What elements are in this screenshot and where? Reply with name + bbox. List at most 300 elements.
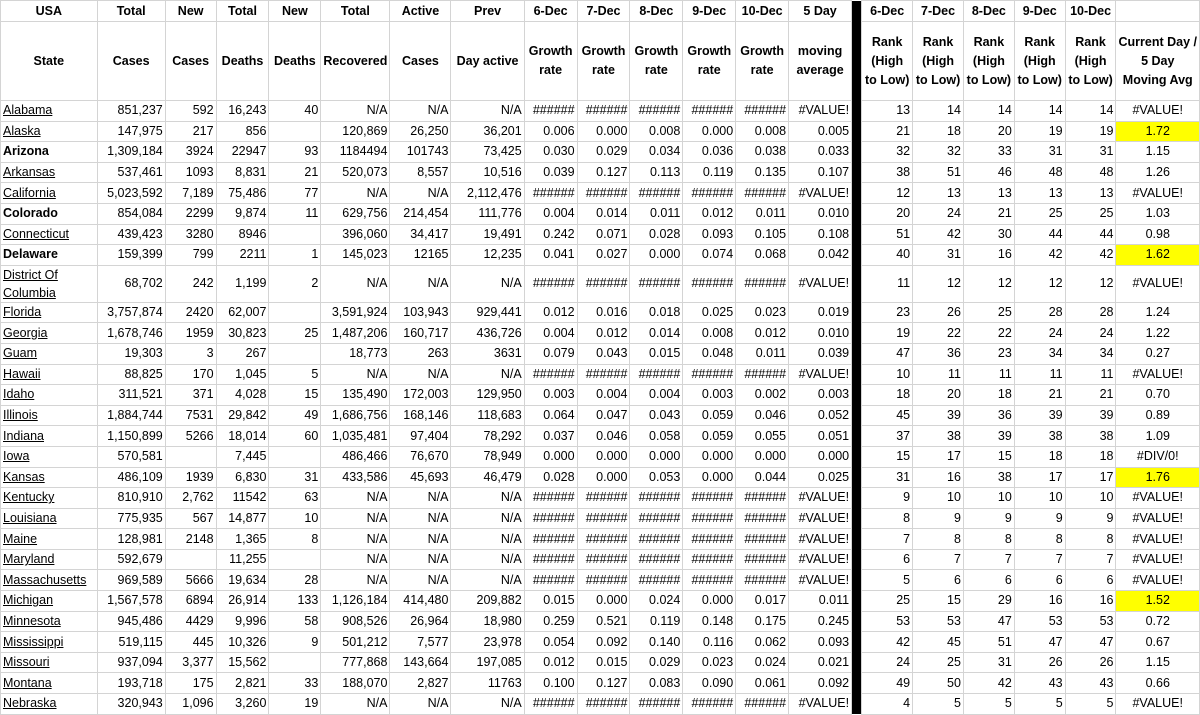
data-cell[interactable]: #VALUE! (789, 265, 852, 302)
data-cell[interactable]: ###### (630, 183, 683, 204)
ratio-cell[interactable]: #VALUE! (1116, 101, 1200, 122)
data-cell[interactable]: ###### (683, 694, 736, 715)
data-cell[interactable]: N/A (390, 488, 451, 509)
data-cell[interactable]: 14 (963, 101, 1014, 122)
data-cell[interactable]: 1,035,481 (321, 426, 390, 447)
state-cell[interactable]: Indiana (1, 426, 98, 447)
data-cell[interactable]: 51 (913, 162, 964, 183)
data-cell[interactable]: 44 (1014, 224, 1065, 245)
data-cell[interactable]: N/A (451, 529, 524, 550)
data-cell[interactable]: 93 (269, 142, 321, 163)
data-cell[interactable]: 8946 (216, 224, 269, 245)
data-cell[interactable]: ###### (524, 570, 577, 591)
data-cell[interactable]: 0.033 (789, 142, 852, 163)
data-cell[interactable]: 46 (963, 162, 1014, 183)
data-cell[interactable]: 592,679 (97, 549, 165, 570)
data-cell[interactable]: 0.000 (736, 446, 789, 467)
data-cell[interactable]: 0.107 (789, 162, 852, 183)
state-cell[interactable]: Minnesota (1, 611, 98, 632)
header-cell[interactable]: Rank (High to Low) (1065, 22, 1116, 101)
data-cell[interactable]: ###### (736, 101, 789, 122)
data-cell[interactable]: 0.003 (789, 385, 852, 406)
header-cell[interactable]: Cases (390, 22, 451, 101)
data-cell[interactable]: 18 (963, 385, 1014, 406)
data-cell[interactable]: 11 (1014, 364, 1065, 385)
header-cell[interactable]: Total (216, 1, 269, 22)
data-cell[interactable]: 12 (1014, 265, 1065, 302)
data-cell[interactable]: 0.148 (683, 611, 736, 632)
data-cell[interactable]: 0.071 (577, 224, 630, 245)
data-cell[interactable]: 217 (165, 121, 216, 142)
data-cell[interactable]: 68,702 (97, 265, 165, 302)
data-cell[interactable]: 12 (1065, 265, 1116, 302)
data-cell[interactable]: 26 (1065, 652, 1116, 673)
data-cell[interactable]: 1,096 (165, 694, 216, 715)
data-cell[interactable]: 0.030 (524, 142, 577, 163)
data-cell[interactable]: 0.037 (524, 426, 577, 447)
state-cell[interactable]: Iowa (1, 446, 98, 467)
data-cell[interactable]: 8 (269, 529, 321, 550)
data-cell[interactable]: 1,487,206 (321, 323, 390, 344)
data-cell[interactable]: 2,821 (216, 673, 269, 694)
data-cell[interactable]: 25 (1014, 203, 1065, 224)
data-cell[interactable]: 45 (862, 405, 913, 426)
data-cell[interactable]: ###### (630, 549, 683, 570)
data-cell[interactable]: 47 (862, 343, 913, 364)
data-cell[interactable]: N/A (321, 549, 390, 570)
ratio-cell[interactable]: #VALUE! (1116, 364, 1200, 385)
data-cell[interactable]: 0.074 (683, 245, 736, 266)
data-cell[interactable]: 0.019 (789, 302, 852, 323)
data-cell[interactable]: 40 (269, 101, 321, 122)
data-cell[interactable]: 36,201 (451, 121, 524, 142)
data-cell[interactable]: 0.000 (577, 467, 630, 488)
data-cell[interactable]: 30,823 (216, 323, 269, 344)
data-cell[interactable]: 5266 (165, 426, 216, 447)
data-cell[interactable]: ###### (683, 488, 736, 509)
data-cell[interactable]: 20 (913, 385, 964, 406)
data-cell[interactable]: 16 (1014, 591, 1065, 612)
data-cell[interactable]: 0.012 (524, 652, 577, 673)
data-cell[interactable]: 168,146 (390, 405, 451, 426)
data-cell[interactable]: 16 (1065, 591, 1116, 612)
data-cell[interactable]: 14 (913, 101, 964, 122)
data-cell[interactable]: 2,112,476 (451, 183, 524, 204)
data-cell[interactable]: 10 (963, 488, 1014, 509)
data-cell[interactable]: #VALUE! (789, 101, 852, 122)
data-cell[interactable] (269, 121, 321, 142)
data-cell[interactable]: N/A (321, 529, 390, 550)
data-cell[interactable]: 38 (913, 426, 964, 447)
data-cell[interactable]: 1184494 (321, 142, 390, 163)
data-cell[interactable]: 42 (913, 224, 964, 245)
data-cell[interactable]: ###### (524, 529, 577, 550)
data-cell[interactable]: 0.119 (630, 611, 683, 632)
data-cell[interactable]: 12 (913, 265, 964, 302)
data-cell[interactable]: 13 (862, 101, 913, 122)
data-cell[interactable]: N/A (321, 694, 390, 715)
data-cell[interactable]: ###### (736, 529, 789, 550)
data-cell[interactable]: 2299 (165, 203, 216, 224)
data-cell[interactable]: ###### (736, 694, 789, 715)
header-cell[interactable]: Cases (97, 22, 165, 101)
data-cell[interactable]: 16 (913, 467, 964, 488)
data-cell[interactable]: 0.029 (577, 142, 630, 163)
data-cell[interactable]: 0.000 (577, 121, 630, 142)
data-cell[interactable]: 111,776 (451, 203, 524, 224)
data-cell[interactable]: 10 (1014, 488, 1065, 509)
ratio-cell[interactable]: #VALUE! (1116, 529, 1200, 550)
data-cell[interactable]: ###### (736, 549, 789, 570)
data-cell[interactable]: 118,683 (451, 405, 524, 426)
data-cell[interactable]: 8 (963, 529, 1014, 550)
data-cell[interactable]: 0.090 (683, 673, 736, 694)
data-cell[interactable]: 18,773 (321, 343, 390, 364)
data-cell[interactable]: 520,073 (321, 162, 390, 183)
header-cell[interactable]: 6-Dec (862, 1, 913, 22)
data-cell[interactable]: 13 (1014, 183, 1065, 204)
data-cell[interactable] (269, 446, 321, 467)
data-cell[interactable]: ###### (577, 488, 630, 509)
data-cell[interactable]: 49 (269, 405, 321, 426)
data-cell[interactable]: 21 (862, 121, 913, 142)
header-cell[interactable] (1116, 1, 1200, 22)
data-cell[interactable]: 14,877 (216, 508, 269, 529)
data-cell[interactable]: 22 (913, 323, 964, 344)
data-cell[interactable]: 11542 (216, 488, 269, 509)
data-cell[interactable]: 9 (862, 488, 913, 509)
data-cell[interactable]: 5666 (165, 570, 216, 591)
data-cell[interactable]: 120,869 (321, 121, 390, 142)
data-cell[interactable]: N/A (451, 570, 524, 591)
data-cell[interactable]: 6 (963, 570, 1014, 591)
data-cell[interactable]: ###### (577, 570, 630, 591)
data-cell[interactable]: 0.011 (736, 343, 789, 364)
ratio-cell[interactable]: 0.89 (1116, 405, 1200, 426)
data-cell[interactable]: 38 (1065, 426, 1116, 447)
data-cell[interactable]: 47 (963, 611, 1014, 632)
data-cell[interactable]: 0.242 (524, 224, 577, 245)
data-cell[interactable]: #VALUE! (789, 529, 852, 550)
data-cell[interactable]: 128,981 (97, 529, 165, 550)
data-cell[interactable]: 19 (1014, 121, 1065, 142)
data-cell[interactable]: 39 (963, 426, 1014, 447)
header-cell[interactable]: 10-Dec (736, 1, 789, 22)
header-cell[interactable]: Total (97, 1, 165, 22)
data-cell[interactable]: 5,023,592 (97, 183, 165, 204)
state-cell[interactable]: Idaho (1, 385, 98, 406)
data-cell[interactable]: ###### (683, 508, 736, 529)
data-cell[interactable]: 0.100 (524, 673, 577, 694)
data-cell[interactable]: #VALUE! (789, 183, 852, 204)
data-cell[interactable]: 38 (963, 467, 1014, 488)
data-cell[interactable]: 0.059 (683, 426, 736, 447)
data-cell[interactable]: 42 (1014, 245, 1065, 266)
data-cell[interactable]: 6 (862, 549, 913, 570)
data-cell[interactable]: N/A (390, 529, 451, 550)
data-cell[interactable]: N/A (321, 508, 390, 529)
data-cell[interactable]: 8 (1065, 529, 1116, 550)
data-cell[interactable]: 929,441 (451, 302, 524, 323)
data-cell[interactable]: 567 (165, 508, 216, 529)
header-cell[interactable]: Growth rate (524, 22, 577, 101)
data-cell[interactable]: 0.059 (683, 405, 736, 426)
data-cell[interactable]: 799 (165, 245, 216, 266)
state-cell[interactable]: Florida (1, 302, 98, 323)
state-cell[interactable]: Mississippi (1, 632, 98, 653)
data-cell[interactable]: 18 (1014, 446, 1065, 467)
data-cell[interactable]: 854,084 (97, 203, 165, 224)
data-cell[interactable]: N/A (451, 694, 524, 715)
data-cell[interactable]: 53 (1014, 611, 1065, 632)
data-cell[interactable]: 31 (862, 467, 913, 488)
data-cell[interactable]: 38 (862, 162, 913, 183)
header-cell[interactable]: 7-Dec (913, 1, 964, 22)
header-cell[interactable]: Rank (High to Low) (1014, 22, 1065, 101)
data-cell[interactable]: ###### (577, 694, 630, 715)
data-cell[interactable]: 42 (862, 632, 913, 653)
data-cell[interactable]: 42 (963, 673, 1014, 694)
data-cell[interactable]: 11,255 (216, 549, 269, 570)
data-cell[interactable]: 53 (862, 611, 913, 632)
data-cell[interactable]: 88,825 (97, 364, 165, 385)
data-cell[interactable]: 519,115 (97, 632, 165, 653)
header-cell[interactable]: 8-Dec (630, 1, 683, 22)
data-cell[interactable]: 75,486 (216, 183, 269, 204)
data-cell[interactable]: 2148 (165, 529, 216, 550)
data-cell[interactable]: 145,023 (321, 245, 390, 266)
data-cell[interactable]: 7,577 (390, 632, 451, 653)
data-cell[interactable]: 62,007 (216, 302, 269, 323)
data-cell[interactable]: 1939 (165, 467, 216, 488)
data-cell[interactable]: 48 (1014, 162, 1065, 183)
data-cell[interactable]: 16,243 (216, 101, 269, 122)
data-cell[interactable]: 0.105 (736, 224, 789, 245)
state-cell[interactable]: Arkansas (1, 162, 98, 183)
state-cell[interactable]: Massachusetts (1, 570, 98, 591)
data-cell[interactable]: 10 (269, 508, 321, 529)
data-cell[interactable]: ###### (630, 265, 683, 302)
data-cell[interactable]: 0.028 (630, 224, 683, 245)
header-cell[interactable]: Rank (High to Low) (862, 22, 913, 101)
data-cell[interactable]: 1,045 (216, 364, 269, 385)
data-cell[interactable]: 0.043 (577, 343, 630, 364)
data-cell[interactable]: 28 (1065, 302, 1116, 323)
data-cell[interactable]: ###### (630, 529, 683, 550)
ratio-cell[interactable]: #VALUE! (1116, 549, 1200, 570)
data-cell[interactable]: 24 (913, 203, 964, 224)
data-cell[interactable]: 28 (269, 570, 321, 591)
data-cell[interactable]: 51 (862, 224, 913, 245)
data-cell[interactable]: ###### (630, 364, 683, 385)
data-cell[interactable]: 15 (913, 591, 964, 612)
data-cell[interactable]: 320,943 (97, 694, 165, 715)
ratio-cell[interactable]: 1.15 (1116, 652, 1200, 673)
header-cell[interactable]: New (269, 1, 321, 22)
state-cell[interactable]: Louisiana (1, 508, 98, 529)
data-cell[interactable]: 188,070 (321, 673, 390, 694)
data-cell[interactable]: 11 (913, 364, 964, 385)
data-cell[interactable]: 0.521 (577, 611, 630, 632)
header-cell[interactable]: Day active (451, 22, 524, 101)
data-cell[interactable]: 1,884,744 (97, 405, 165, 426)
state-cell[interactable]: Nebraska (1, 694, 98, 715)
data-cell[interactable]: ###### (683, 529, 736, 550)
state-cell[interactable]: Alabama (1, 101, 98, 122)
state-cell[interactable]: Montana (1, 673, 98, 694)
header-cell[interactable]: Deaths (269, 22, 321, 101)
data-cell[interactable]: 0.008 (630, 121, 683, 142)
data-cell[interactable]: 15 (963, 446, 1014, 467)
header-cell[interactable]: Prev (451, 1, 524, 22)
data-cell[interactable]: 0.116 (683, 632, 736, 653)
ratio-cell[interactable]: 1.03 (1116, 203, 1200, 224)
ratio-cell[interactable]: #VALUE! (1116, 694, 1200, 715)
data-cell[interactable]: 0.015 (524, 591, 577, 612)
ratio-cell[interactable]: 1.62 (1116, 245, 1200, 266)
data-cell[interactable]: 48 (1065, 162, 1116, 183)
data-cell[interactable]: 11 (269, 203, 321, 224)
data-cell[interactable]: 14 (1014, 101, 1065, 122)
data-cell[interactable]: ###### (577, 183, 630, 204)
data-cell[interactable]: 2,762 (165, 488, 216, 509)
data-cell[interactable]: #VALUE! (789, 364, 852, 385)
data-cell[interactable]: 0.004 (524, 323, 577, 344)
data-cell[interactable]: 0.015 (630, 343, 683, 364)
data-cell[interactable]: N/A (390, 265, 451, 302)
data-cell[interactable]: 33 (963, 142, 1014, 163)
data-cell[interactable]: 39 (913, 405, 964, 426)
header-cell[interactable]: 8-Dec (963, 1, 1014, 22)
data-cell[interactable]: 445 (165, 632, 216, 653)
data-cell[interactable]: 50 (913, 673, 964, 694)
data-cell[interactable]: 26,914 (216, 591, 269, 612)
data-cell[interactable]: 10,516 (451, 162, 524, 183)
data-cell[interactable]: 3924 (165, 142, 216, 163)
data-cell[interactable]: ###### (577, 508, 630, 529)
data-cell[interactable]: N/A (321, 183, 390, 204)
data-cell[interactable]: 3 (165, 343, 216, 364)
ratio-cell[interactable]: 1.22 (1116, 323, 1200, 344)
data-cell[interactable]: 0.127 (577, 673, 630, 694)
data-cell[interactable]: 76,670 (390, 446, 451, 467)
data-cell[interactable]: 97,404 (390, 426, 451, 447)
data-cell[interactable]: 2420 (165, 302, 216, 323)
data-cell[interactable]: 12165 (390, 245, 451, 266)
data-cell[interactable]: 0.041 (524, 245, 577, 266)
data-cell[interactable]: 0.023 (683, 652, 736, 673)
data-cell[interactable]: N/A (451, 101, 524, 122)
data-cell[interactable]: 7 (1065, 549, 1116, 570)
state-cell[interactable]: Guam (1, 343, 98, 364)
data-cell[interactable]: 0.043 (630, 405, 683, 426)
data-cell[interactable]: 0.002 (736, 385, 789, 406)
data-cell[interactable]: 33 (269, 673, 321, 694)
data-cell[interactable]: 15 (269, 385, 321, 406)
data-cell[interactable]: ###### (577, 265, 630, 302)
data-cell[interactable]: 0.092 (789, 673, 852, 694)
data-cell[interactable]: 0.000 (577, 591, 630, 612)
data-cell[interactable]: 170 (165, 364, 216, 385)
data-cell[interactable]: 29 (963, 591, 1014, 612)
state-cell[interactable]: Colorado (1, 203, 98, 224)
header-cell[interactable]: moving average (789, 22, 852, 101)
data-cell[interactable]: N/A (451, 488, 524, 509)
data-cell[interactable]: 371 (165, 385, 216, 406)
data-cell[interactable]: 1,686,756 (321, 405, 390, 426)
data-cell[interactable]: N/A (321, 265, 390, 302)
ratio-cell[interactable]: 1.24 (1116, 302, 1200, 323)
data-cell[interactable]: 1,678,746 (97, 323, 165, 344)
data-cell[interactable]: ###### (630, 694, 683, 715)
data-cell[interactable]: 45 (913, 632, 964, 653)
data-cell[interactable]: ###### (524, 694, 577, 715)
data-cell[interactable]: 0.175 (736, 611, 789, 632)
data-cell[interactable]: ###### (736, 508, 789, 529)
data-cell[interactable]: 0.036 (683, 142, 736, 163)
data-cell[interactable]: 1 (269, 245, 321, 266)
data-cell[interactable] (269, 343, 321, 364)
data-cell[interactable]: 19 (269, 694, 321, 715)
data-cell[interactable]: 60 (269, 426, 321, 447)
data-cell[interactable]: 26 (913, 302, 964, 323)
data-cell[interactable]: 0.052 (789, 405, 852, 426)
data-cell[interactable] (269, 302, 321, 323)
data-cell[interactable]: 0.003 (683, 385, 736, 406)
data-cell[interactable]: 5 (862, 570, 913, 591)
data-cell[interactable]: 0.034 (630, 142, 683, 163)
data-cell[interactable]: 0.018 (630, 302, 683, 323)
header-cell[interactable]: 9-Dec (683, 1, 736, 22)
data-cell[interactable]: 20 (862, 203, 913, 224)
data-cell[interactable]: #VALUE! (789, 694, 852, 715)
data-cell[interactable]: 0.000 (630, 446, 683, 467)
data-cell[interactable]: 7,189 (165, 183, 216, 204)
data-cell[interactable]: 501,212 (321, 632, 390, 653)
ratio-cell[interactable]: 1.15 (1116, 142, 1200, 163)
data-cell[interactable]: 0.047 (577, 405, 630, 426)
data-cell[interactable]: ###### (524, 549, 577, 570)
data-cell[interactable]: 36 (913, 343, 964, 364)
state-cell[interactable]: California (1, 183, 98, 204)
data-cell[interactable]: 13 (1065, 183, 1116, 204)
data-cell[interactable]: 0.127 (577, 162, 630, 183)
data-cell[interactable]: 135,490 (321, 385, 390, 406)
data-cell[interactable] (165, 549, 216, 570)
data-cell[interactable]: ###### (524, 488, 577, 509)
state-cell[interactable]: Maryland (1, 549, 98, 570)
data-cell[interactable]: 9,996 (216, 611, 269, 632)
data-cell[interactable]: 9,874 (216, 203, 269, 224)
data-cell[interactable]: 0.011 (789, 591, 852, 612)
data-cell[interactable]: 19,303 (97, 343, 165, 364)
data-cell[interactable]: 3,377 (165, 652, 216, 673)
data-cell[interactable]: 193,718 (97, 673, 165, 694)
data-cell[interactable]: 12,235 (451, 245, 524, 266)
data-cell[interactable]: 969,589 (97, 570, 165, 591)
data-cell[interactable]: N/A (390, 101, 451, 122)
data-cell[interactable]: 3,260 (216, 694, 269, 715)
data-cell[interactable]: 129,950 (451, 385, 524, 406)
data-cell[interactable]: 25 (963, 302, 1014, 323)
data-cell[interactable]: 9 (913, 508, 964, 529)
data-cell[interactable]: 38 (1014, 426, 1065, 447)
data-cell[interactable]: 14 (1065, 101, 1116, 122)
data-cell[interactable]: 570,581 (97, 446, 165, 467)
data-cell[interactable]: N/A (451, 508, 524, 529)
data-cell[interactable]: 0.012 (683, 203, 736, 224)
data-cell[interactable]: 214,454 (390, 203, 451, 224)
